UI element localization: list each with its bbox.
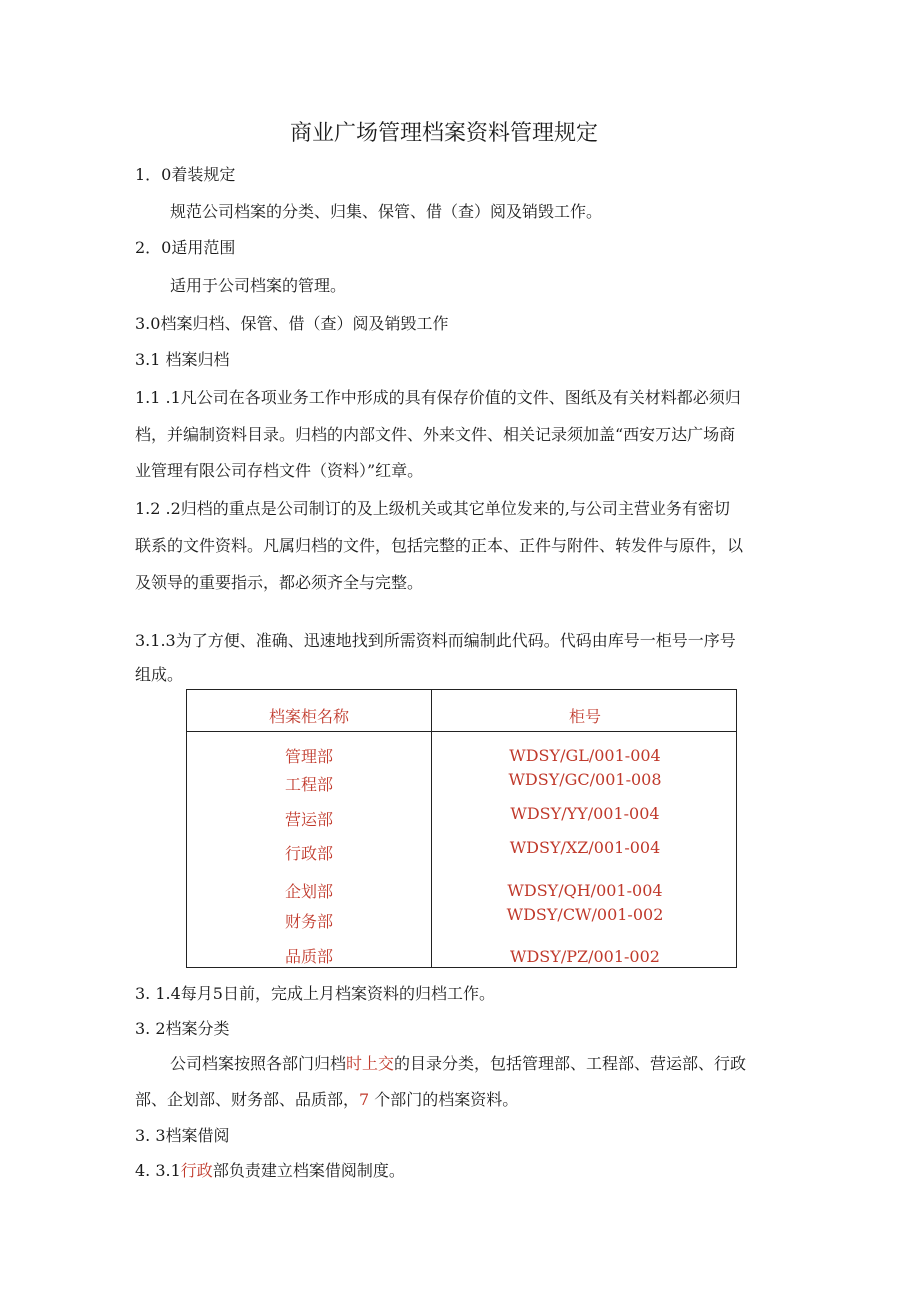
paragraph-1-3-line: 组成。 — [135, 665, 184, 684]
paragraph-1-4: 3. 1.4每月5日前，完成上月档案资料的归档工作。 — [135, 984, 495, 1003]
table-cell-code: WDSY/GL/001-004 — [509, 746, 661, 765]
table-cell-code: WDSY/YY/001-004 — [510, 804, 660, 823]
paragraph-1-2-line: 及领导的重要指示，都必须齐全与完整。 — [135, 573, 424, 592]
table-cell-name: 财务部 — [284, 912, 333, 931]
highlighted-text: 时上交 — [346, 1054, 395, 1073]
section-3-2-heading: 3. 2档案分类 — [135, 1019, 230, 1038]
table-cell-code: WDSY/CW/001-002 — [506, 905, 664, 924]
section-1-heading: 1．0着装规定 — [135, 165, 236, 184]
section-1-text: 规范公司档案的分类、归集、保管、借（查）阅及销毁工作。 — [170, 202, 603, 221]
section-2-text: 适用于公司档案的管理。 — [170, 276, 347, 295]
table-divider — [187, 731, 736, 732]
highlighted-text: 7 — [359, 1090, 370, 1109]
table-cell-name: 工程部 — [284, 775, 333, 794]
table-cell-name: 行政部 — [284, 844, 333, 863]
paragraph-3-2-line — [135, 1090, 518, 1110]
archive-cabinet-table — [186, 689, 737, 968]
table-cell-name: 管理部 — [284, 747, 333, 766]
paragraph-1-1-line: 档，并编制资料目录。归档的内部文件、外来文件、相关记录须加盖“西安万达广场商 — [135, 425, 736, 444]
paragraph-1-1-line: 1.1 .1凡公司在各项业务工作中形成的具有保存价值的文件、图纸及有关材料都必须归 — [135, 388, 741, 407]
paragraph-3-2-text: 部、企划部、财务部、品质部， — [135, 1090, 360, 1109]
paragraph-3-2-line — [170, 1054, 746, 1074]
table-cell-name: 营运部 — [284, 810, 333, 829]
paragraph-3-3-1-number: 4. 3.1 — [135, 1161, 181, 1180]
table-cell-name: 品质部 — [284, 947, 333, 966]
table-header-name: 档案柜名称 — [268, 707, 349, 726]
paragraph-3-2-text: 个部门的档案资料。 — [369, 1090, 519, 1109]
paragraph-1-2-line: 1.2 .2归档的重点是公司制订的及上级机关或其它单位发来的,与公司主营业务有密切 — [135, 499, 730, 518]
highlighted-text: 行政 — [180, 1161, 213, 1180]
paragraph-1-3-line: 3.1.3为了方便、准确、迅速地找到所需资料而编制此代码。代码由库号一柜号一序号 — [135, 631, 736, 650]
section-3-heading: 3.0档案归档、保管、借（查）阅及销毁工作 — [135, 314, 449, 333]
paragraph-3-2-text: 公司档案按照各部门归档 — [170, 1054, 347, 1073]
table-header-code: 柜号 — [568, 707, 601, 726]
table-cell-code: WDSY/GC/001-008 — [508, 770, 662, 789]
paragraph-3-3-1 — [135, 1161, 405, 1181]
table-cell-code: WDSY/QH/001-004 — [507, 881, 663, 900]
paragraph-1-2-line: 联系的文件资料。凡属归档的文件，包括完整的正本、正件与附件、转发件与原件，以 — [135, 536, 744, 555]
section-3-1-heading: 3.1 档案归档 — [135, 350, 230, 369]
table-cell-code: WDSY/PZ/001-002 — [510, 947, 660, 966]
table-cell-code: WDSY/XZ/001-004 — [509, 838, 661, 857]
section-3-3-heading: 3. 3档案借阅 — [135, 1126, 230, 1145]
paragraph-3-3-1-text: 部负责建立档案借阅制度。 — [212, 1161, 405, 1180]
table-cell-name: 企划部 — [284, 882, 333, 901]
page-title: 商业广场管理档案资料管理规定 — [290, 121, 599, 146]
section-2-heading: 2．0适用范围 — [135, 238, 236, 257]
paragraph-3-2-text: 的目录分类，包括管理部、工程部、营运部、行政 — [394, 1054, 747, 1073]
paragraph-1-1-line: 业管理有限公司存档文件（资料）”红章。 — [135, 461, 424, 480]
